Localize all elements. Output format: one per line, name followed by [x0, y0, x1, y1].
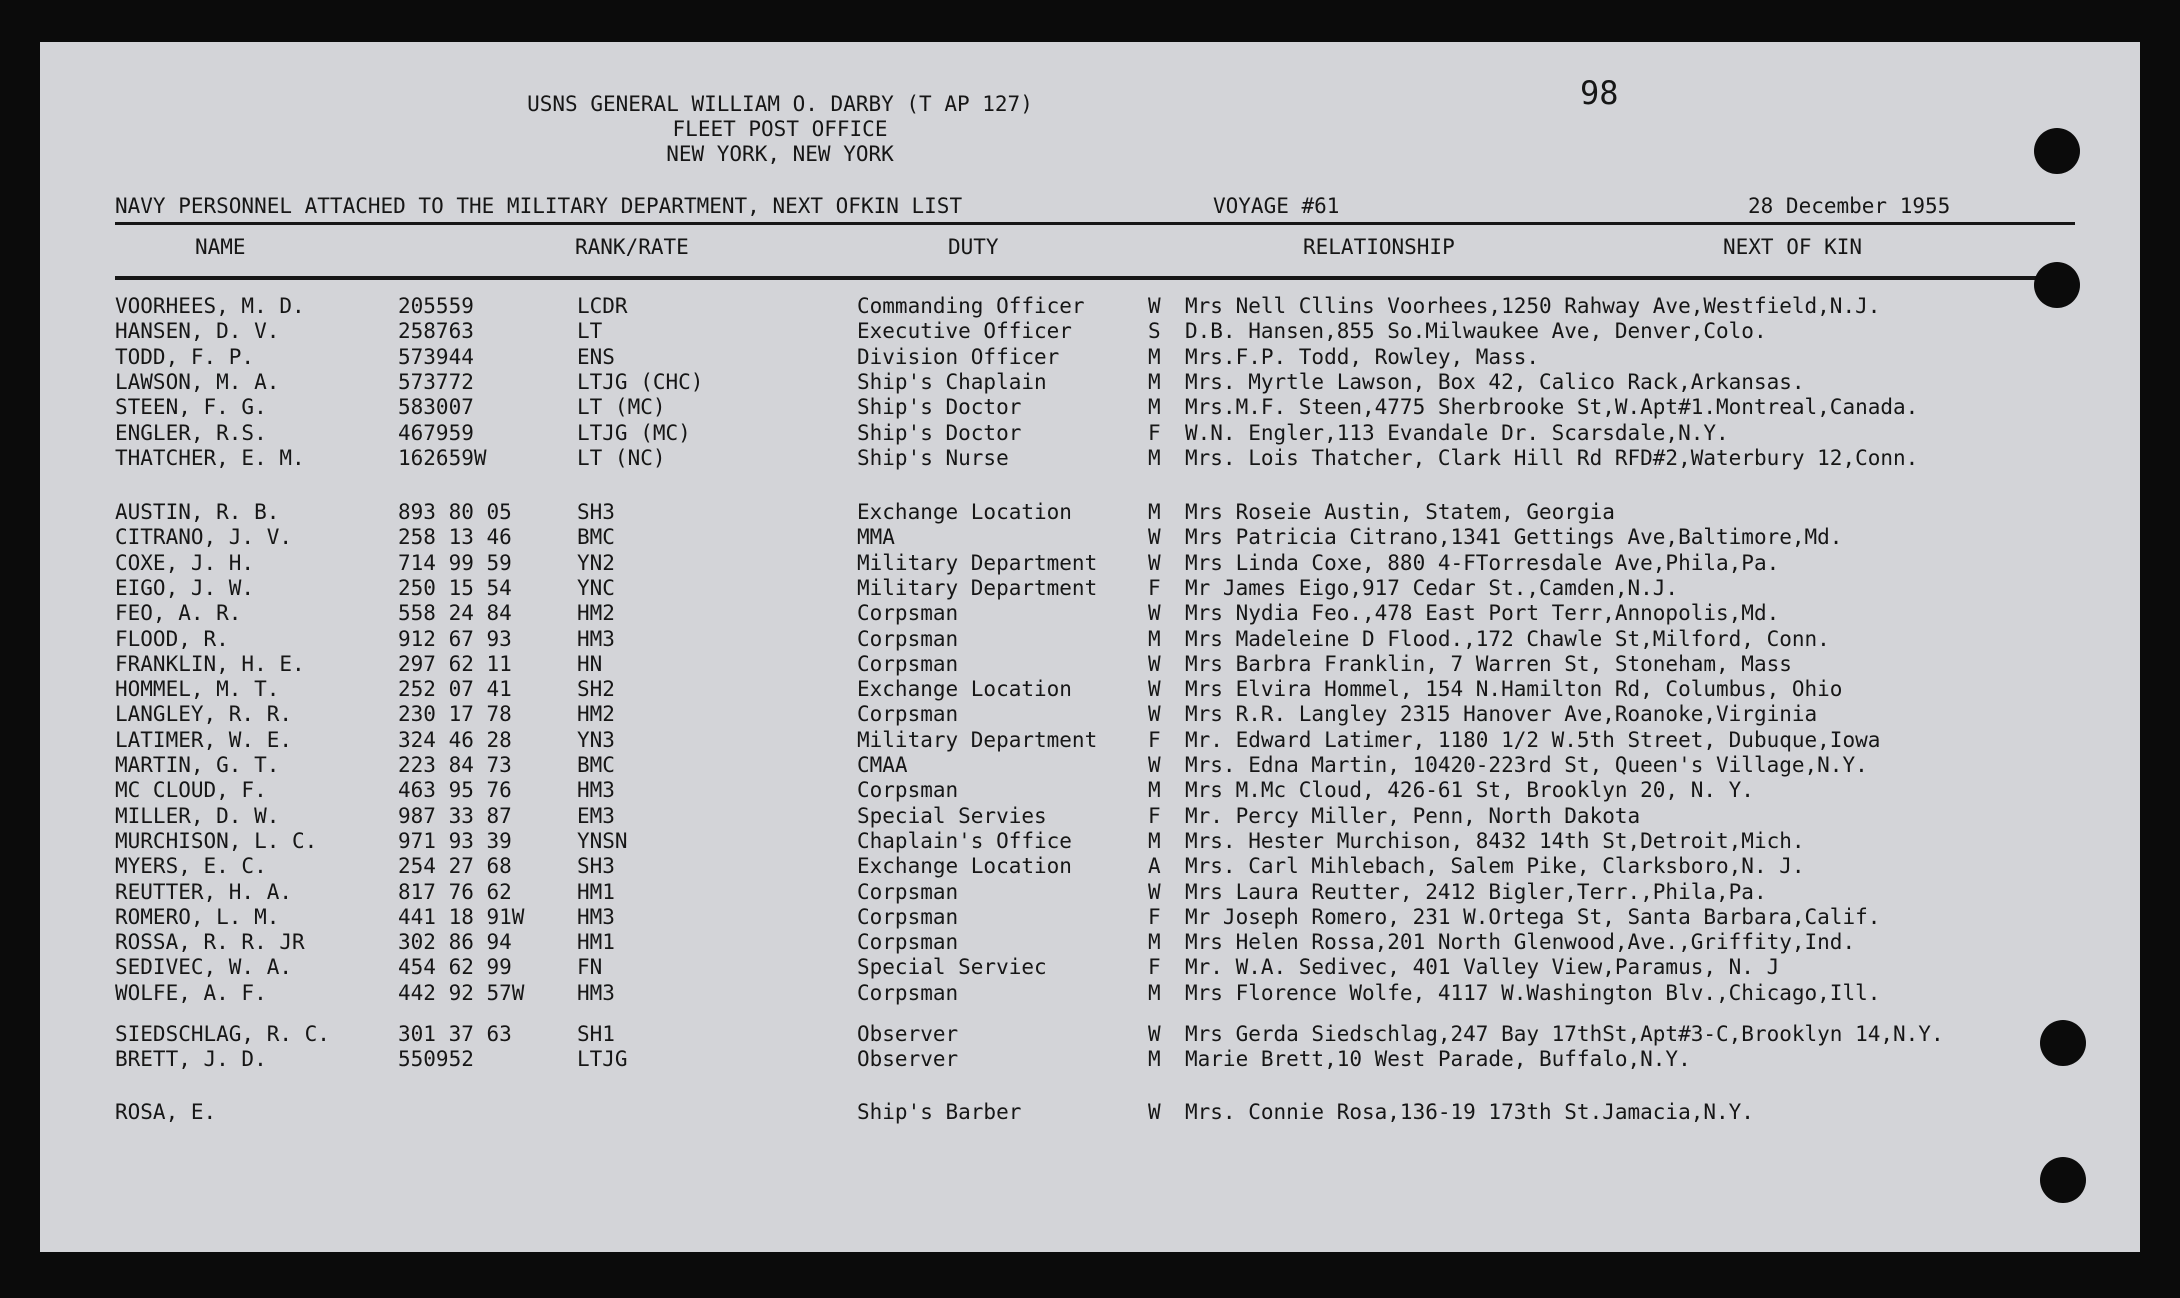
duty-cell: Corpsman: [857, 702, 959, 727]
duty-cell: Commanding Officer: [857, 294, 1085, 318]
next-of-kin-cell: Mrs Elvira Hommel, 154 N.Hamilton Rd, Columbus, Ohio: [1185, 677, 1843, 702]
duty-cell: Executive Officer: [857, 319, 1072, 344]
rank-cell: HN: [577, 651, 603, 676]
duty-cell: Chaplain's Office: [857, 828, 1072, 853]
name-cell: VOORHEES, M. D.: [115, 294, 305, 318]
name-cell: STEEN, F. G.: [115, 395, 267, 420]
rank-cell: LT (NC): [577, 445, 666, 470]
letterhead: [40, 92, 1520, 167]
service-number-cell: 817 76 62: [398, 879, 512, 904]
duty-cell: Corpsman: [857, 601, 959, 626]
duty-cell: Observer: [857, 1047, 959, 1072]
rank-cell: HM3: [577, 904, 615, 929]
next-of-kin-cell: D.B. Hansen,855 So.Milwaukee Ave, Denver,Colo.: [1185, 319, 1767, 344]
service-number-cell: 441 18 91W: [398, 904, 525, 929]
ship-name: USNS GENERAL WILLIAM O. DARBY (T AP 127): [527, 92, 1033, 116]
relationship-cell: M: [1148, 778, 1161, 803]
duty-cell: Special Servies: [857, 803, 1047, 828]
service-number-cell: 223 84 73: [398, 753, 512, 777]
duty-cell: Ship's Barber: [857, 1100, 1022, 1124]
name-cell: SIEDSCHLAG, R. C.: [115, 1022, 330, 1046]
next-of-kin-cell: Mrs Gerda Siedschlag,247 Bay 17thSt,Apt#3-C,Brooklyn 14,N.Y.: [1185, 1022, 1944, 1046]
relationship-cell: W: [1148, 601, 1161, 626]
name-cell: MYERS, E. C.: [115, 854, 267, 879]
name-cell: MC CLOUD, F.: [115, 778, 267, 803]
duty-cell: Exchange Location: [857, 500, 1072, 524]
rank-cell: SH2: [577, 677, 615, 702]
rank-cell: YN2: [577, 550, 615, 575]
rank-cell: LCDR: [577, 294, 628, 318]
column-header-duty: DUTY: [948, 235, 999, 259]
service-number-cell: 442 92 57W: [398, 980, 525, 1005]
service-number-cell: 573772: [398, 369, 474, 394]
next-of-kin-cell: Mrs. Lois Thatcher, Clark Hill Rd RFD#2,Waterbury 12,Conn.: [1185, 445, 1919, 470]
service-number-cell: 162659W: [398, 445, 487, 470]
relationship-cell: M: [1148, 828, 1161, 853]
service-number-cell: 893 80 05: [398, 500, 512, 524]
name-cell: MARTIN, G. T.: [115, 753, 280, 777]
name-cell: BRETT, J. D.: [115, 1047, 267, 1072]
service-number-cell: 550952: [398, 1047, 474, 1072]
relationship-cell: W: [1148, 1022, 1161, 1046]
header-rule-bottom: [115, 276, 2075, 280]
relationship-cell: F: [1148, 575, 1161, 600]
duty-cell: Exchange Location: [857, 854, 1072, 879]
document-date: 28 December 1955: [1748, 194, 1951, 218]
list-title: NAVY PERSONNEL ATTACHED TO THE MILITARY DEPARTMENT, NEXT OFKIN LIST: [115, 194, 963, 218]
next-of-kin-cell: Mrs M.Mc Cloud, 426-61 St, Brooklyn 20, N. Y.: [1185, 778, 1754, 803]
relationship-cell: W: [1148, 702, 1161, 727]
relationship-cell: W: [1148, 525, 1161, 550]
name-cell: FRANKLIN, H. E.: [115, 651, 305, 676]
name-cell: LAWSON, M. A.: [115, 369, 280, 394]
next-of-kin-cell: Mrs Linda Coxe, 880 4-FTorresdale Ave,Phila,Pa.: [1185, 550, 1780, 575]
duty-cell: Military Department: [857, 575, 1098, 600]
next-of-kin-cell: Mr. Percy Miller, Penn, North Dakota: [1185, 803, 1641, 828]
service-number-cell: 297 62 11: [398, 651, 512, 676]
relationship-cell: F: [1148, 803, 1161, 828]
binder-hole: [2040, 1157, 2086, 1203]
next-of-kin-cell: Mrs Nell Cllins Voorhees,1250 Rahway Ave,Westfield,N.J.: [1185, 294, 1881, 318]
rank-cell: ENS: [577, 344, 615, 369]
rank-cell: YN3: [577, 727, 615, 752]
name-cell: THATCHER, E. M.: [115, 445, 305, 470]
service-number-cell: 230 17 78: [398, 702, 512, 727]
relationship-cell: F: [1148, 955, 1161, 980]
relationship-cell: M: [1148, 344, 1161, 369]
next-of-kin-cell: Mrs.M.F. Steen,4775 Sherbrooke St,W.Apt#1.Montreal,Canada.: [1185, 395, 1919, 420]
next-of-kin-cell: Mrs. Connie Rosa,136-19 173th St.Jamacia,N.Y.: [1185, 1100, 1754, 1124]
header-rule-top: [115, 222, 2075, 225]
name-cell: CITRANO, J. V.: [115, 525, 293, 550]
service-number-cell: 454 62 99: [398, 955, 512, 980]
rank-cell: LTJG (CHC): [577, 369, 704, 394]
rank-cell: HM3: [577, 626, 615, 651]
duty-cell: Ship's Doctor: [857, 395, 1022, 420]
next-of-kin-cell: Mrs R.R. Langley 2315 Hanover Ave,Roanoke,Virginia: [1185, 702, 1818, 727]
voyage-number: VOYAGE #61: [1213, 194, 1340, 218]
relationship-cell: M: [1148, 1047, 1161, 1072]
next-of-kin-cell: Mrs Helen Rossa,201 North Glenwood,Ave.,Griffity,Ind.: [1185, 930, 1856, 955]
binder-hole: [2034, 262, 2080, 308]
relationship-cell: W: [1148, 651, 1161, 676]
relationship-cell: F: [1148, 904, 1161, 929]
next-of-kin-cell: Mrs. Edna Martin, 10420-223rd St, Queen's Village,N.Y.: [1185, 753, 1868, 777]
name-cell: LATIMER, W. E.: [115, 727, 293, 752]
relationship-cell: M: [1148, 445, 1161, 470]
rank-cell: HM3: [577, 980, 615, 1005]
relationship-cell: W: [1148, 550, 1161, 575]
binder-hole: [2034, 128, 2080, 174]
relationship-cell: M: [1148, 930, 1161, 955]
relationship-cell: M: [1148, 395, 1161, 420]
name-cell: HANSEN, D. V.: [115, 319, 280, 344]
relationship-cell: W: [1148, 1100, 1161, 1124]
next-of-kin-cell: Mr. Edward Latimer, 1180 1/2 W.5th Street, Dubuque,Iowa: [1185, 727, 1881, 752]
duty-cell: Special Serviec: [857, 955, 1047, 980]
rank-cell: SH3: [577, 500, 615, 524]
relationship-cell: M: [1148, 500, 1161, 524]
relationship-cell: W: [1148, 753, 1161, 777]
relationship-cell: W: [1148, 879, 1161, 904]
next-of-kin-cell: Mrs Barbra Franklin, 7 Warren St, Stoneham, Mass: [1185, 651, 1792, 676]
column-header-next-of-kin: NEXT OF KIN: [1723, 235, 1863, 259]
name-cell: MILLER, D. W.: [115, 803, 280, 828]
name-cell: FLOOD, R.: [115, 626, 229, 651]
rank-cell: EM3: [577, 803, 615, 828]
rank-cell: LT (MC): [577, 395, 666, 420]
duty-cell: Corpsman: [857, 904, 959, 929]
city-state: NEW YORK, NEW YORK: [666, 142, 894, 166]
relationship-cell: W: [1148, 677, 1161, 702]
rank-cell: HM3: [577, 778, 615, 803]
column-header-name: NAME: [195, 235, 246, 259]
name-cell: HOMMEL, M. T.: [115, 677, 280, 702]
service-number-cell: 301 37 63: [398, 1022, 512, 1046]
service-number-cell: 467959: [398, 420, 474, 445]
name-cell: SEDIVEC, W. A.: [115, 955, 293, 980]
name-cell: FEO, A. R.: [115, 601, 242, 626]
next-of-kin-cell: Mrs.F.P. Todd, Rowley, Mass.: [1185, 344, 1540, 369]
next-of-kin-cell: Mrs Patricia Citrano,1341 Gettings Ave,Baltimore,Md.: [1185, 525, 1843, 550]
service-number-cell: 971 93 39: [398, 828, 512, 853]
fleet-post-office: FLEET POST OFFICE: [672, 117, 888, 141]
rank-cell: LT: [577, 319, 603, 344]
name-cell: WOLFE, A. F.: [115, 980, 267, 1005]
service-number-cell: 324 46 28: [398, 727, 512, 752]
duty-cell: Ship's Chaplain: [857, 369, 1047, 394]
rank-cell: BMC: [577, 525, 615, 550]
relationship-cell: F: [1148, 727, 1161, 752]
relationship-cell: M: [1148, 626, 1161, 651]
service-number-cell: 987 33 87: [398, 803, 512, 828]
relationship-cell: F: [1148, 420, 1161, 445]
next-of-kin-cell: Marie Brett,10 West Parade, Buffalo,N.Y.: [1185, 1047, 1691, 1072]
rank-cell: LTJG: [577, 1047, 628, 1072]
duty-cell: Corpsman: [857, 778, 959, 803]
rank-cell: YNC: [577, 575, 615, 600]
duty-cell: Corpsman: [857, 879, 959, 904]
service-number-cell: 558 24 84: [398, 601, 512, 626]
next-of-kin-cell: Mr Joseph Romero, 231 W.Ortega St, Santa Barbara,Calif.: [1185, 904, 1881, 929]
duty-cell: Military Department: [857, 550, 1098, 575]
name-cell: MURCHISON, L. C.: [115, 828, 318, 853]
next-of-kin-cell: Mrs Madeleine D Flood.,172 Chawle St,Milford, Conn.: [1185, 626, 1830, 651]
duty-cell: Ship's Nurse: [857, 445, 1009, 470]
name-cell: ENGLER, R.S.: [115, 420, 267, 445]
rank-cell: HM1: [577, 930, 615, 955]
column-header-rank: RANK/RATE: [575, 235, 689, 259]
duty-cell: Corpsman: [857, 626, 959, 651]
binder-hole: [2040, 1020, 2086, 1066]
next-of-kin-cell: Mrs. Carl Mihlebach, Salem Pike, Clarksboro,N. J.: [1185, 854, 1805, 879]
duty-cell: Corpsman: [857, 651, 959, 676]
duty-cell: Exchange Location: [857, 677, 1072, 702]
name-cell: TODD, F. P.: [115, 344, 255, 369]
rank-cell: HM1: [577, 879, 615, 904]
next-of-kin-cell: Mr James Eigo,917 Cedar St.,Camden,N.J.: [1185, 575, 1679, 600]
next-of-kin-cell: W.N. Engler,113 Evandale Dr. Scarsdale,N.Y.: [1185, 420, 1729, 445]
rank-cell: BMC: [577, 753, 615, 777]
name-cell: REUTTER, H. A.: [115, 879, 293, 904]
service-number-cell: 583007: [398, 395, 474, 420]
next-of-kin-cell: Mr. W.A. Sedivec, 401 Valley View,Paramus, N. J: [1185, 955, 1780, 980]
relationship-cell: W: [1148, 294, 1161, 318]
name-cell: ROSA, E.: [115, 1100, 217, 1124]
next-of-kin-cell: Mrs Roseie Austin, Statem, Georgia: [1185, 500, 1615, 524]
name-cell: ROMERO, L. M.: [115, 904, 280, 929]
relationship-cell: S: [1148, 319, 1161, 344]
column-header-relationship: RELATIONSHIP: [1303, 235, 1455, 259]
next-of-kin-cell: Mrs Florence Wolfe, 4117 W.Washington Blv.,Chicago,Ill.: [1185, 980, 1881, 1005]
duty-cell: Corpsman: [857, 980, 959, 1005]
next-of-kin-cell: Mrs Nydia Feo.,478 East Port Terr,Annopolis,Md.: [1185, 601, 1780, 626]
rank-cell: SH3: [577, 854, 615, 879]
service-number-cell: 205559: [398, 294, 474, 318]
relationship-cell: A: [1148, 854, 1161, 879]
next-of-kin-cell: Mrs. Myrtle Lawson, Box 42, Calico Rack,Arkansas.: [1185, 369, 1805, 394]
service-number-cell: 912 67 93: [398, 626, 512, 651]
next-of-kin-cell: Mrs Laura Reutter, 2412 Bigler,Terr.,Phila,Pa.: [1185, 879, 1767, 904]
relationship-cell: M: [1148, 369, 1161, 394]
service-number-cell: 254 27 68: [398, 854, 512, 879]
rank-cell: HM2: [577, 702, 615, 727]
rank-cell: YNSN: [577, 828, 628, 853]
service-number-cell: 258 13 46: [398, 525, 512, 550]
service-number-cell: 302 86 94: [398, 930, 512, 955]
duty-cell: Military Department: [857, 727, 1098, 752]
service-number-cell: 573944: [398, 344, 474, 369]
name-cell: COXE, J. H.: [115, 550, 255, 575]
document-sheet: [40, 42, 2140, 1252]
service-number-cell: 258763: [398, 319, 474, 344]
relationship-cell: M: [1148, 980, 1161, 1005]
name-cell: LANGLEY, R. R.: [115, 702, 293, 727]
duty-cell: Division Officer: [857, 344, 1060, 369]
next-of-kin-cell: Mrs. Hester Murchison, 8432 14th St,Detroit,Mich.: [1185, 828, 1805, 853]
service-number-cell: 714 99 59: [398, 550, 512, 575]
service-number-cell: 463 95 76: [398, 778, 512, 803]
service-number-cell: 250 15 54: [398, 575, 512, 600]
duty-cell: Ship's Doctor: [857, 420, 1022, 445]
rank-cell: SH1: [577, 1022, 615, 1046]
duty-cell: CMAA: [857, 753, 908, 777]
duty-cell: Observer: [857, 1022, 959, 1046]
name-cell: AUSTIN, R. B.: [115, 500, 280, 524]
rank-cell: FN: [577, 955, 603, 980]
name-cell: ROSSA, R. R. JR: [115, 930, 305, 955]
duty-cell: Corpsman: [857, 930, 959, 955]
service-number-cell: 252 07 41: [398, 677, 512, 702]
duty-cell: MMA: [857, 525, 895, 550]
name-cell: EIGO, J. W.: [115, 575, 255, 600]
page-number: 98: [1580, 74, 1619, 112]
rank-cell: HM2: [577, 601, 615, 626]
rank-cell: LTJG (MC): [577, 420, 691, 445]
